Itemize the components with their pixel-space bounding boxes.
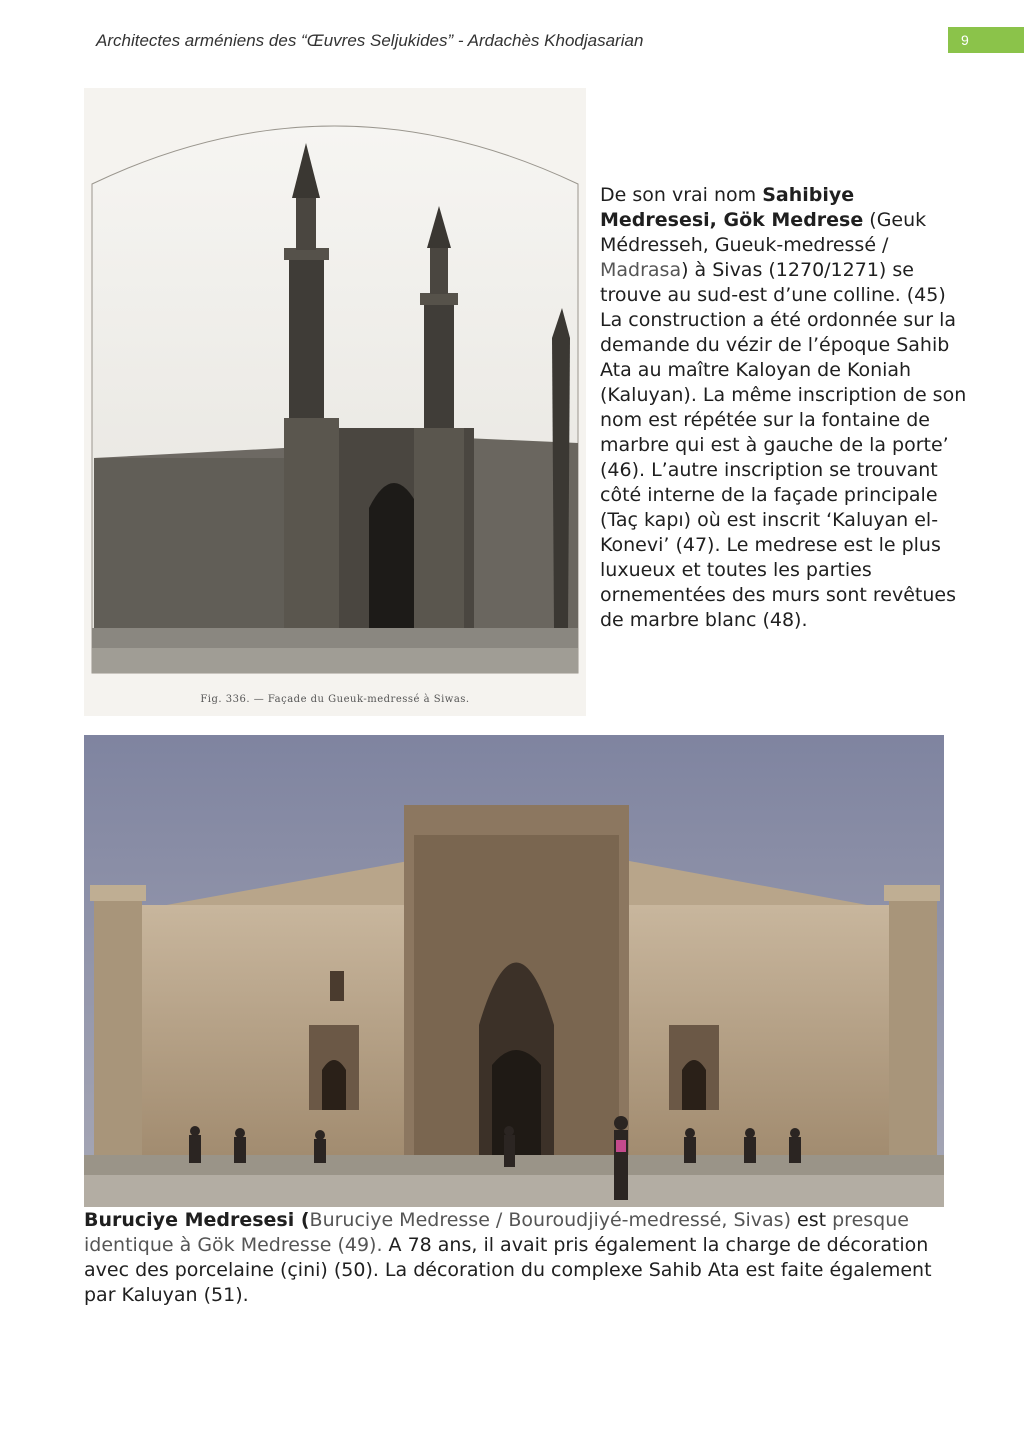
side-body: ) à Sivas (1270/1271) se trouve au sud-est d’une colline. (45) La construction a été ordonnée sur la demande du vézir de l’époque Sahib Ata au maître Kaloyan de Koniah (Kaluyan). La même inscription de son nom est répétée sur la fontaine de marbre qui est à gauche de la porte’ (46). L’autre inscription se trouvant côté interne de la façade principale (Taç kapı) où est inscrit ‘Kaluyan el-Konevi’ (47). Le medrese est le plus luxueux et toutes les parties ornementées des murs sont revêtues de marbre blanc (48).	[600, 259, 967, 631]
bottom-text-b: presque identique à Gök Medresse (49).	[84, 1209, 909, 1256]
side-paragraph	[600, 183, 970, 633]
bottom-text-c: A 78 ans, il avait pris également la charge de décoration avec des porcelaine (çini) (50). La décoration du complexe Sahib Ata est faite également par Kaluyan (51).	[84, 1234, 932, 1306]
historic-photo-caption: Fig. 336. — Façade du Gueuk-medressé à Siwas.	[200, 694, 470, 705]
color-photo-drawing	[84, 735, 944, 1207]
side-alt-names: (Geuk Médresseh, Gueuk-medressé /	[600, 209, 927, 256]
bottom-bold-name: Buruciye Medresesi (	[84, 1209, 310, 1231]
historic-photo-drawing	[84, 88, 586, 716]
page-number-badge: 9	[948, 27, 1024, 53]
side-intro: De son vrai nom	[600, 184, 763, 206]
bottom-text-a: est	[791, 1209, 833, 1231]
bottom-alt-names: Buruciye Medresse / Bouroudjiyé-medressé, Sivas)	[309, 1209, 791, 1231]
bottom-paragraph	[84, 1208, 964, 1308]
running-header: Architectes arméniens des “Œuvres Seljukides” - Ardachès Khodjasarian	[96, 31, 644, 50]
side-madrasa: Madrasa	[600, 259, 682, 281]
historic-photo-gok-medrese	[84, 88, 586, 716]
side-bold-names: Sahibiye Medresesi, Gök Medrese	[600, 184, 864, 231]
color-photo-buruciye-medresesi	[84, 735, 944, 1207]
